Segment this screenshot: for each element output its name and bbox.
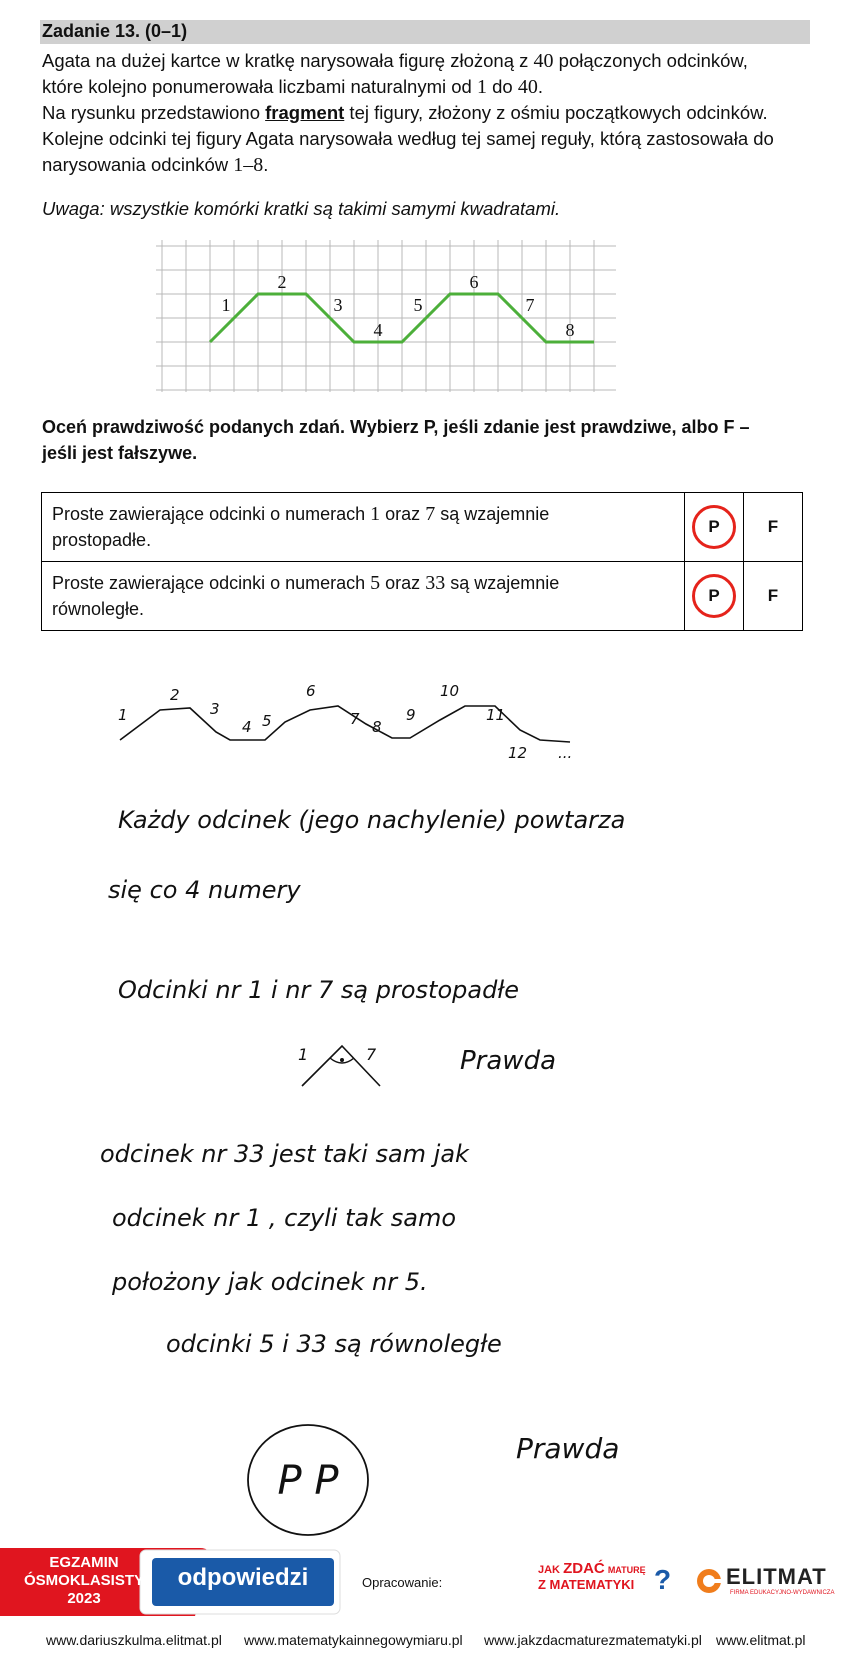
- sketch-label-2: 2: [170, 686, 180, 704]
- elitmat-flame-icon: [694, 1566, 724, 1596]
- hand-angle-diagram: [296, 1036, 386, 1092]
- hand-answer-text: P P: [277, 1458, 339, 1504]
- true-false-table: [41, 492, 803, 631]
- footer-link-3[interactable]: www.jakzdacmaturezmatematyki.pl: [484, 1632, 702, 1648]
- option-f-1[interactable]: F: [744, 493, 803, 562]
- table-row: [42, 562, 803, 631]
- segment-label-4: 4: [373, 320, 383, 340]
- prepared-label: Opracowanie:: [362, 1575, 443, 1590]
- segment-label-1: 1: [221, 295, 231, 315]
- task-header: [40, 20, 810, 44]
- diagram-label-1: 1: [298, 1045, 309, 1064]
- grid-figure: [156, 240, 616, 392]
- footer-link-2[interactable]: www.matematykainnegowymiaru.pl: [244, 1632, 463, 1648]
- sketch-label-1: 1: [118, 706, 128, 724]
- handwritten-sketch: [110, 680, 630, 760]
- exam-banner: [0, 1548, 345, 1616]
- sketch-label-dots: ...: [558, 744, 573, 760]
- selected-circle: P: [692, 505, 736, 549]
- segment-label-7: 7: [525, 295, 535, 315]
- sketch-label-6: 6: [306, 682, 316, 700]
- selected-circle: P: [692, 574, 736, 618]
- hand-line-3: Odcinki nr 1 i nr 7 są prostopadłe: [118, 976, 519, 1004]
- jak-zdac-mature-logo: JAK ZDAĆ MATURĘ Z MATEMATYKI ?: [538, 1560, 672, 1595]
- intro-line-3: Na rysunku przedstawiono fragment tej figury, złożony z ośmiu początkowych odcinków.: [42, 102, 768, 123]
- table-row: [42, 493, 803, 562]
- intro-line-1: Agata na dużej kartce w kratkę narysowała figurę złożoną z 40 połączonych odcinków,: [42, 50, 748, 72]
- answers-button[interactable]: odpowiedzi: [177, 1564, 309, 1591]
- statement-1: Proste zawierające odcinki o numerach 1 oraz 7 są wzajemnie prostopadłe.: [42, 493, 685, 562]
- sketch-label-11: 11: [486, 706, 506, 724]
- option-f-2[interactable]: F: [744, 562, 803, 631]
- hand-verdict-1: Prawda: [460, 1046, 557, 1076]
- hand-verdict-2: Prawda: [516, 1432, 620, 1465]
- sketch-label-5: 5: [262, 712, 272, 730]
- sketch-label-4: 4: [242, 718, 252, 736]
- hand-line-6: odcinek nr 1 , czyli tak samo: [112, 1204, 457, 1232]
- option-p-1[interactable]: [685, 493, 744, 562]
- banner-line-1: EGZAMIN: [49, 1554, 119, 1571]
- question-text: [42, 414, 802, 466]
- segment-label-6: 6: [469, 272, 479, 292]
- hand-line-1: Każdy odcinek (jego nachylenie) powtarza: [118, 806, 626, 834]
- question-line-2: jeśli jest fałszywe.: [42, 443, 198, 463]
- hand-answer-circle: [244, 1420, 374, 1540]
- task-intro: [42, 48, 812, 178]
- sketch-label-8: 8: [372, 718, 382, 736]
- task-note: Uwaga: wszystkie komórki kratki są takimi samymi kwadratami.: [42, 198, 561, 219]
- grid-lines: [156, 240, 616, 392]
- segment-label-3: 3: [333, 295, 343, 315]
- segment-label-8: 8: [565, 320, 575, 340]
- hand-line-5: odcinek nr 33 jest taki sam jak: [100, 1140, 469, 1168]
- task-title: Zadanie 13. (0–1): [42, 21, 188, 41]
- question-mark-icon: ?: [654, 1564, 672, 1595]
- footer-link-4[interactable]: www.elitmat.pl: [716, 1632, 806, 1648]
- banner-line-3: 2023: [67, 1590, 101, 1607]
- hand-line-8: odcinki 5 i 33 są równoległe: [166, 1330, 502, 1358]
- option-p-2[interactable]: [685, 562, 744, 631]
- sketch-label-12: 12: [508, 744, 528, 760]
- sketch-label-9: 9: [406, 706, 416, 724]
- sketch-label-7: 7: [350, 710, 360, 728]
- intro-line-2: które kolejno ponumerowała liczbami naturalnymi od 1 do 40.: [42, 76, 543, 98]
- question-line-1: Oceń prawdziwość podanych zdań. Wybierz P, jeśli zdanie jest prawdziwe, albo F –: [42, 417, 750, 437]
- statement-2: Proste zawierające odcinki o numerach 5 oraz 33 są wzajemnie równoległe.: [42, 562, 685, 631]
- hand-line-2: się co 4 numery: [108, 876, 301, 904]
- hand-line-7: położony jak odcinek nr 5.: [112, 1268, 428, 1296]
- intro-line-5: narysowania odcinków 1–8.: [42, 154, 269, 176]
- diagram-label-7: 7: [366, 1045, 377, 1064]
- sketch-label-3: 3: [210, 700, 220, 718]
- elitmat-logo: ELITMAT FIRMA EDUKACYJNO-WYDAWNICZA: [694, 1564, 834, 1600]
- footer-link-1[interactable]: www.dariuszkulma.elitmat.pl: [46, 1632, 222, 1648]
- intro-line-4: Kolejne odcinki tej figury Agata narysowała według tej samej reguły, którą zastosowała do: [42, 128, 774, 149]
- segment-label-2: 2: [277, 272, 287, 292]
- banner-line-2: ÓSMOKLASISTY: [23, 1572, 144, 1589]
- sketch-label-10: 10: [440, 682, 460, 700]
- segment-label-5: 5: [413, 295, 423, 315]
